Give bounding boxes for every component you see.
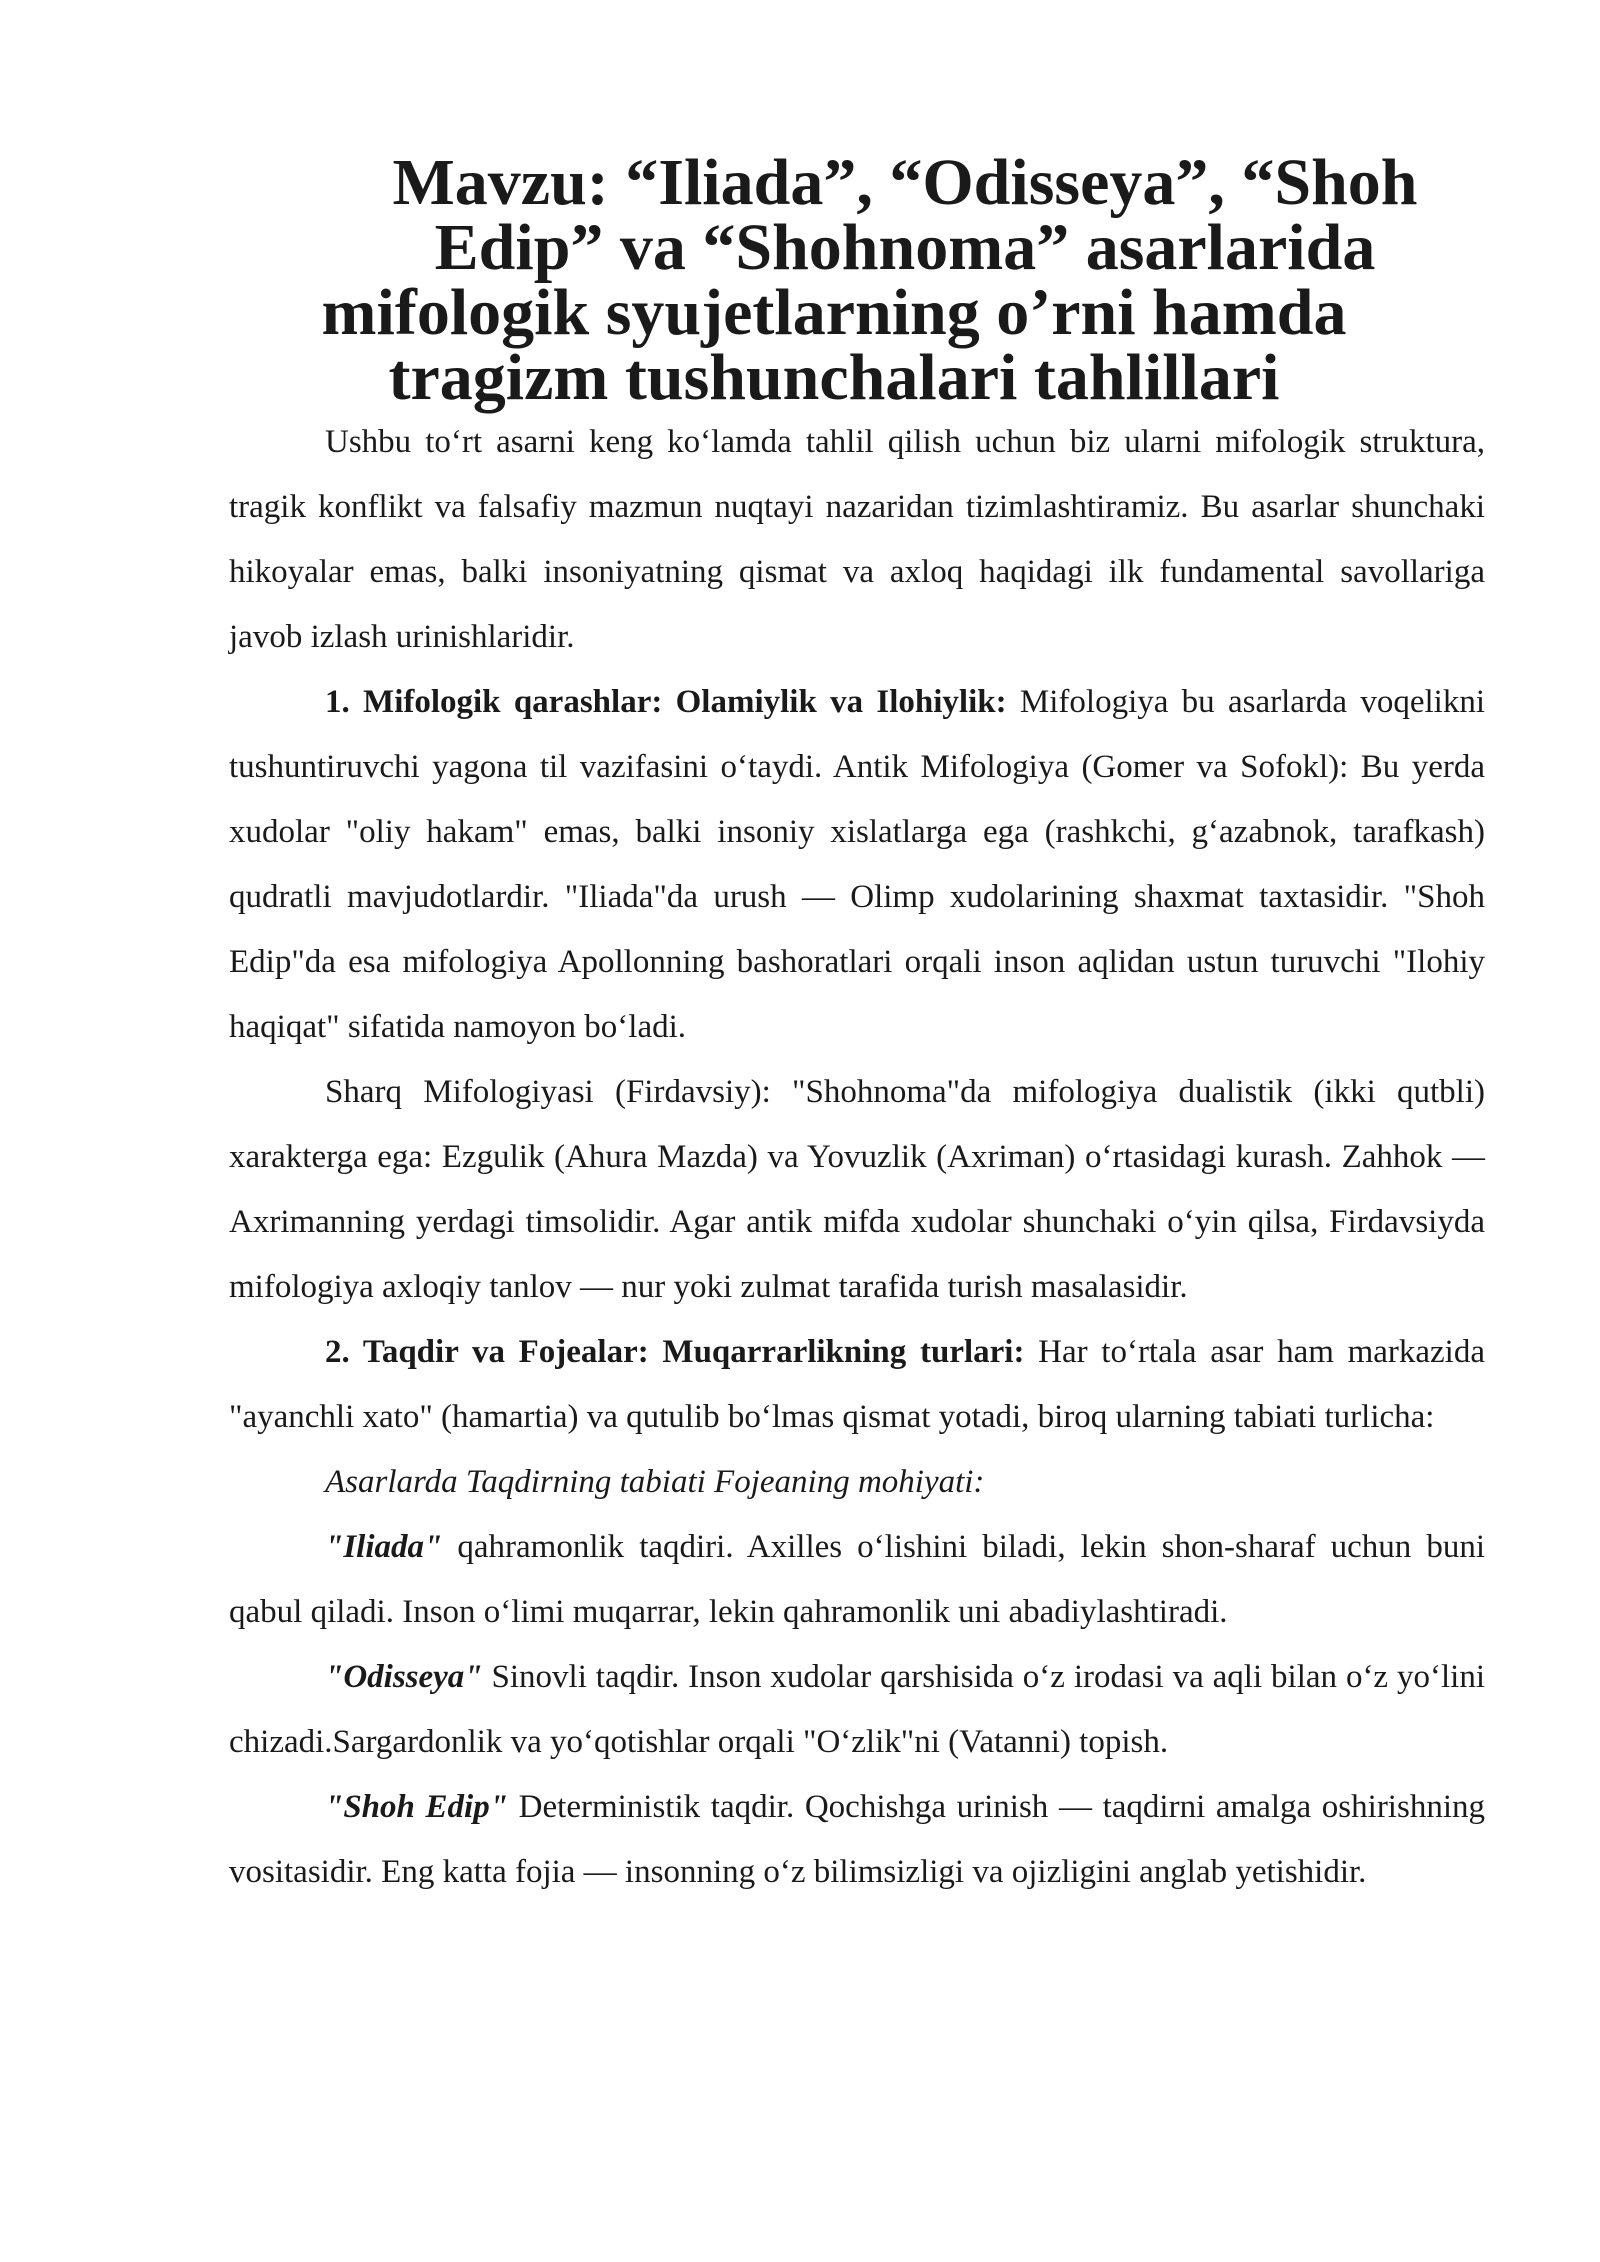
title-line-1: Mavzu: “Iliada”, “Odisseya”, “Shoh Edip” va “Shohnoma” asarlarida	[392, 146, 1418, 284]
shoh-edip-paragraph	[229, 1775, 1485, 1905]
iliada-paragraph	[229, 1515, 1485, 1645]
odisseya-title: "Odisseya"	[325, 1659, 483, 1695]
section-1-paragraph	[229, 670, 1485, 1060]
section-2-text: Har to‘rtala asar ham markazida "ayanchli xato" (hamartia) va qutulib bo‘lmas qismat yotadi, biroq ularning tabiati turlicha:	[229, 1334, 1485, 1435]
section-1-text: Mifologiya bu asarlarda voqelikni tushuntiruvchi yagona til vazifasini o‘taydi. Antik Mifologiya (Gomer va Sofokl): Bu yerda xudolar "oliy hakam" emas, balki insoniy xislatlarga ega (rashkchi, g‘azabnok, tarafkash) qudratli mavjudotlardir. "Iliada"da urush — Olimp xudolarining shaxmat taxtasidir. "Shoh Edip"da esa mifologiya Apollonning bashoratlari orqali inson aqlidan ustun turuvchi "Ilohiy haqiqat" sifatida namoyon bo‘ladi.	[229, 684, 1485, 1045]
sharq-paragraph: Sharq Mifologiyasi (Firdavsiy): "Shohnoma"da mifologiya dualistik (ikki qutbli) xarakterga ega: Ezgulik (Ahura Mazda) va Yovuzlik (Axriman) o‘rtasidagi kurash. Zahhok — Axrimanning yerdagi timsolidir. Agar antik mifda xudolar shunchaki o‘yin qilsa, Firdavsiyda mifologiya axloqiy tanlov — nur yoki zulmat tarafida turish masalasidir.	[229, 1074, 1485, 1305]
section-2-paragraph	[229, 1320, 1485, 1450]
intro-paragraph: Ushbu to‘rt asarni keng ko‘lamda tahlil qilish uchun biz ularni mifologik struktura, tragik konflikt va falsafiy mazmun nuqtayi nazaridan tizimlashtiramiz. Bu asarlar shunchaki hikoyalar emas, balki insoniyatning qismat va axloq haqidagi ilk fundamental savollariga javob izlash urinishlaridir.	[229, 424, 1485, 655]
iliada-text: qahramonlik taqdiri. Axilles o‘lishini biladi, lekin shon-sharaf uchun buni qabul qiladi. Inson o‘limi muqarrar, lekin qahramonlik uni abadiylashtiradi.	[229, 1529, 1485, 1630]
section-1-heading: 1. Mifologik qarashlar: Olamiylik va Ilohiylik:	[325, 684, 1007, 720]
odisseya-paragraph	[229, 1645, 1485, 1775]
iliada-title: "Iliada"	[325, 1529, 443, 1565]
shoh-edip-title: "Shoh Edip"	[325, 1789, 509, 1825]
document-page	[229, 146, 1485, 1905]
odisseya-text: Sinovli taqdir. Inson xudolar qarshisida o‘z irodasi va aqli bilan o‘z yo‘lini chizadi.Sargardonlik va yo‘qotishlar orqali "O‘zlik"ni (Vatanni) topish.	[229, 1659, 1485, 1760]
title-line-2: mifologik syujetlarning o’rni hamda tragizm tushunchalari tahlillari	[321, 276, 1347, 414]
section-2-heading: 2. Taqdir va Fojealar: Muqarrarlikning turlari:	[325, 1334, 1025, 1370]
document-title	[229, 146, 1485, 414]
shoh-edip-text: Deterministik taqdir. Qochishga urinish — taqdirni amalga oshirishning vositasidir. Eng katta fojia — insonning o‘z bilimsizligi va ojizligini anglab yetishidir.	[229, 1789, 1485, 1890]
table-header-line: Asarlarda Taqdirning tabiati Fojeaning mohiyati:	[325, 1464, 985, 1500]
